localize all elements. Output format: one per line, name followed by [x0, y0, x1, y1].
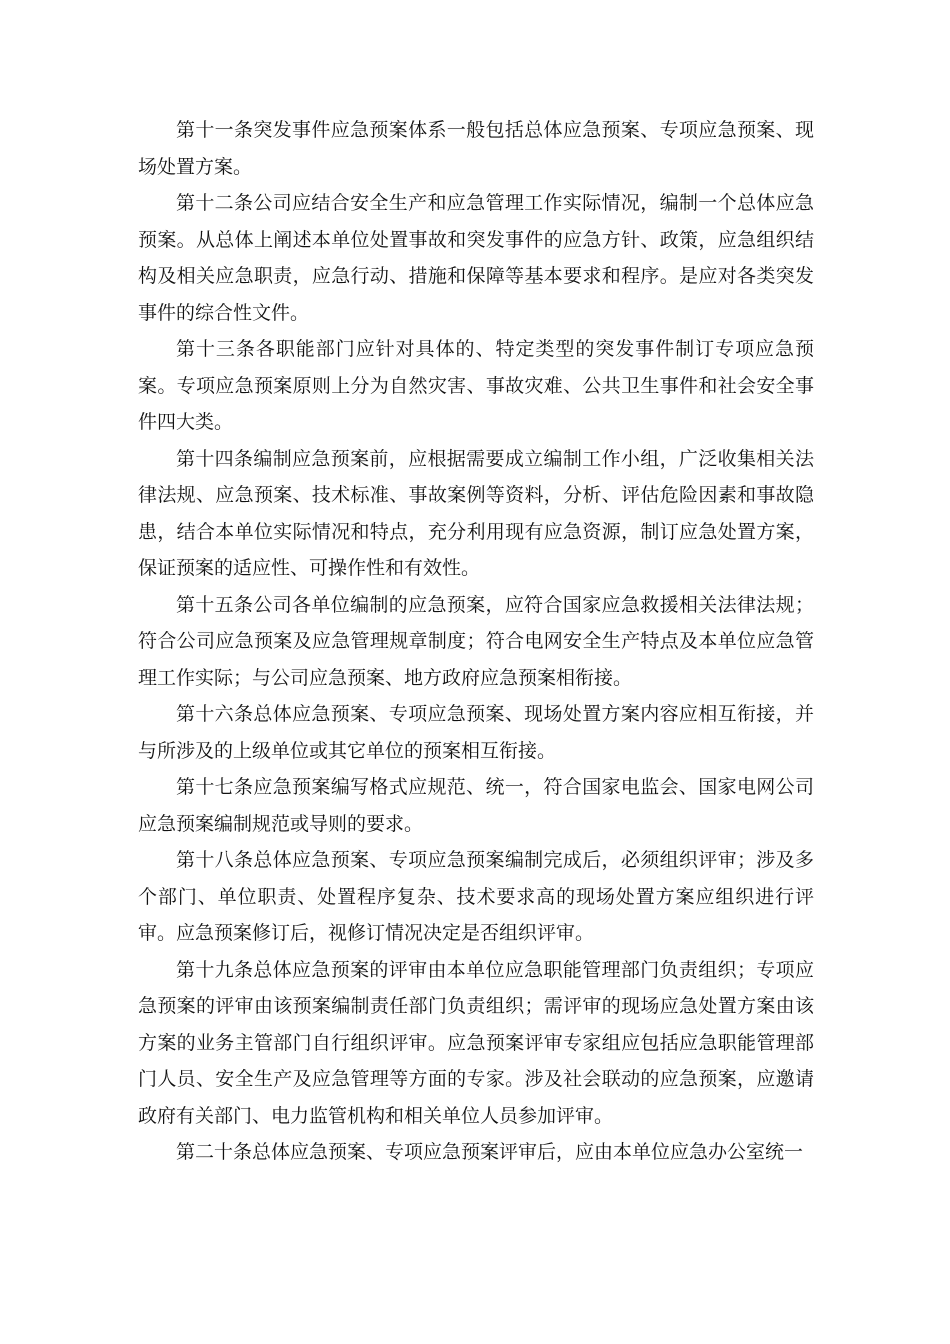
document-page: [138, 112, 814, 1171]
article-12-paragraph: 第十二条公司应结合安全生产和应急管理工作实际情况，编制一个总体应急预案。从总体上阐述本单位处置事故和突发事件的应急方针、政策，应急组织结构及相关应急职责，应急行动、措施和保障等基本要求和程序。是应对各类突发事件的综合性文件。: [138, 192, 814, 324]
article-15-paragraph: 第十五条公司各单位编制的应急预案，应符合国家应急救援相关法律法规；符合公司应急预案及应急管理规章制度；符合电网安全生产特点及本单位应急管理工作实际；与公司应急预案、地方政府应急预案相衔接。: [138, 593, 814, 689]
article-14-paragraph: 第十四条编制应急预案前，应根据需要成立编制工作小组，广泛收集相关法律法规、应急预案、技术标准、事故案例等资料，分析、评估危险因素和事故隐患，结合本单位实际情况和特点，充分利用现有应急资源，制订应急处置方案，保证预案的适应性、可操作性和有效性。: [138, 447, 814, 579]
article-18-paragraph: 第十八条总体应急预案、专项应急预案编制完成后，必须组织评审；涉及多个部门、单位职责、处置程序复杂、技术要求高的现场处置方案应组织进行评审。应急预案修订后，视修订情况决定是否组织评审。: [138, 849, 814, 944]
article-20-paragraph: 第二十条总体应急预案、专项应急预案评审后，应由本单位应急办公室统一: [176, 1141, 804, 1163]
article-17-paragraph: 第十七条应急预案编写格式应规范、统一，符合国家电监会、国家电网公司应急预案编制规范或导则的要求。: [138, 776, 814, 835]
article-19-paragraph: 第十九条总体应急预案的评审由本单位应急职能管理部门负责组织；专项应急预案的评审由该预案编制责任部门负责组织；需评审的现场应急处置方案由该方案的业务主管部门自行组织评审。应急预案评审专家组应包括应急职能管理部门人员、安全生产及应急管理等方面的专家。涉及社会联动的应急预案，应邀请政府有关部门、电力监管机构和相关单位人员参加评审。: [138, 958, 814, 1127]
article-11-paragraph: 第十一条突发事件应急预案体系一般包括总体应急预案、专项应急预案、现场处置方案。: [138, 119, 814, 178]
article-16-paragraph: 第十六条总体应急预案、专项应急预案、现场处置方案内容应相互衔接，并与所涉及的上级单位或其它单位的预案相互衔接。: [138, 703, 814, 762]
article-13-paragraph: 第十三条各职能部门应针对具体的、特定类型的突发事件制订专项应急预案。专项应急预案原则上分为自然灾害、事故灾难、公共卫生事件和社会安全事件四大类。: [138, 338, 814, 433]
